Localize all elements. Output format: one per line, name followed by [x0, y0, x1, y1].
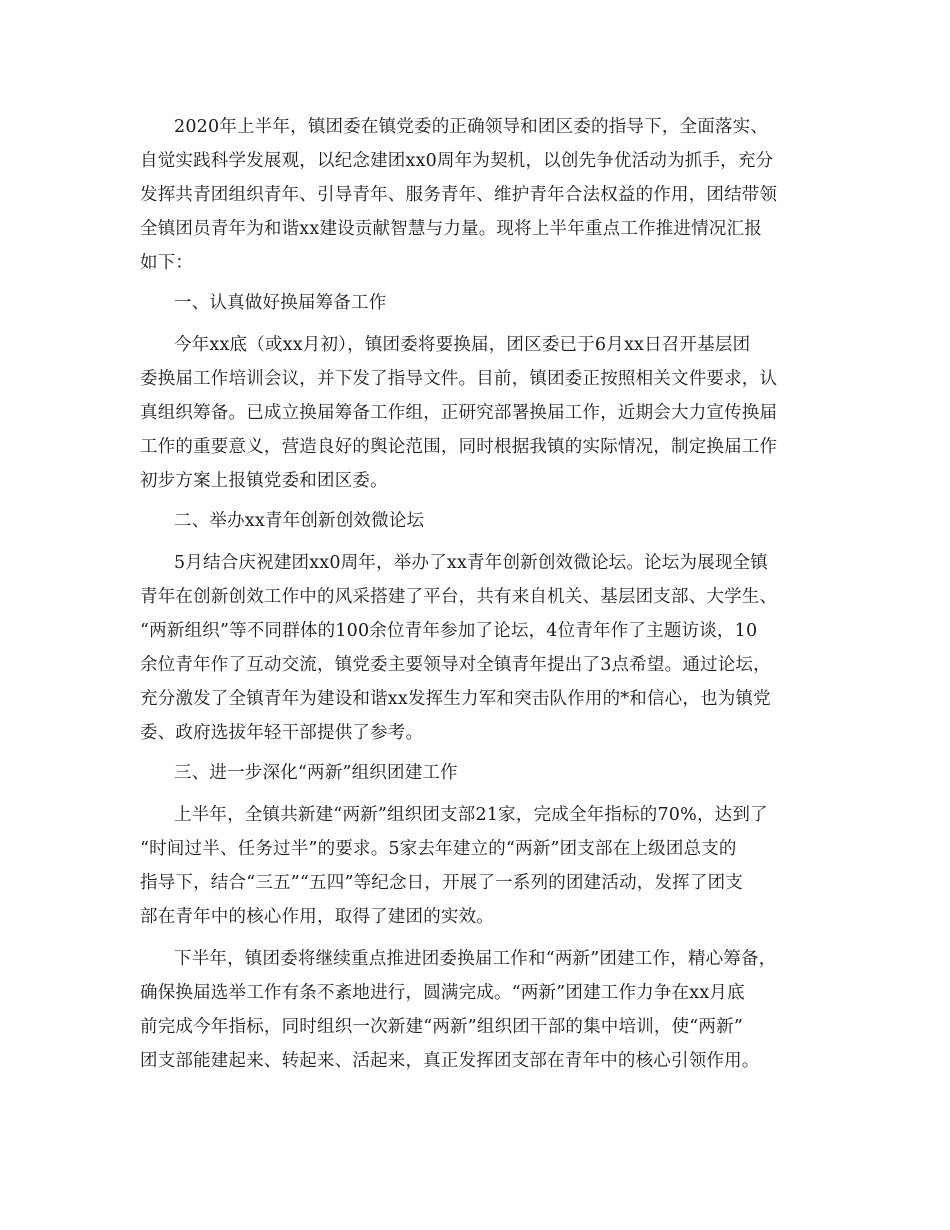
text-line: 工作的重要意义，营造良好的舆论范围，同时根据我镇的实际情况，制定换届工作	[140, 437, 778, 457]
text-line: 委换届工作培训会议，并下发了指导文件。目前，镇团委正按照相关文件要求，认	[140, 369, 778, 389]
text-line: 团支部能建起来、转起来、活起来，真正发挥团支部在青年中的核心引领作用。	[140, 1051, 760, 1071]
text-line: 委、政府选拔年轻干部提供了参考。	[140, 723, 424, 743]
text-line: “两新组织”等不同群体的100余位青年参加了论坛，4位青年作了主题访谈，10	[140, 621, 758, 641]
text-line: 余位青年作了互动交流，镇党委主要领导对全镇青年提出了3点希望。通过论坛，	[140, 655, 771, 675]
text-line: 一、认真做好换届筹备工作	[174, 293, 387, 313]
text-line: 二、举办xx青年创新创效微论坛	[174, 511, 425, 531]
text-line: 青年在创新创效工作中的风采搭建了平台，共有来自机关、基层团支部、大学生、	[140, 587, 778, 607]
text-line: 三、进一步深化“两新”组织团建工作	[174, 763, 458, 783]
text-line: 今年xx底（或xx月初），镇团委将要换届，团区委已于6月xx日召开基层团	[174, 335, 751, 355]
text-line: 充分激发了全镇青年为建设和谐xx发挥生力军和突击队作用的*和信心，也为镇党	[140, 689, 771, 709]
text-line: 下半年，镇团委将继续重点推进团委换届工作和“两新”团建工作，精心筹备，	[174, 949, 777, 969]
text-line: 指导下，结合“三五”“五四”等纪念日，开展了一系列的团建活动，发挥了团支	[140, 873, 743, 893]
text-line: 全镇团员青年为和谐xx建设贡献智慧与力量。现将上半年重点工作推进情况汇报	[140, 219, 762, 239]
text-line: “时间过半、任务过半”的要求。5家去年建立的“两新”团支部在上级团总支的	[140, 839, 737, 859]
text-line: 发挥共青团组织青年、引导青年、服务青年、维护青年合法权益的作用，团结带领	[140, 185, 778, 205]
text-line: 2020年上半年，镇团委在镇党委的正确领导和团区委的指导下，全面落实、	[174, 117, 769, 137]
text-line: 自觉实践科学发展观，以纪念建团xx0周年为契机，以创先争优活动为抓手，充分	[140, 151, 774, 171]
text-line: 前完成今年指标，同时组织一次新建“两新”组织团干部的集中培训，使“两新”	[140, 1017, 743, 1037]
text-line: 确保换届选举工作有条不紊地进行，圆满完成。“两新”团建工作力争在xx月底	[140, 983, 745, 1003]
text-line: 初步方案上报镇党委和团区委。	[140, 471, 388, 491]
text-line: 上半年，全镇共新建“两新”组织团支部21家，完成全年指标的70%，达到了	[174, 805, 768, 825]
text-line: 部在青年中的核心作用，取得了建团的实效。	[140, 907, 494, 927]
text-line: 真组织筹备。已成立换届筹备工作组，正研究部署换届工作，近期会大力宣传换届	[140, 403, 778, 423]
text-line: 5月结合庆祝建团xx0周年，举办了xx青年创新创效微论坛。论坛为展现全镇	[174, 553, 768, 573]
text-line: 如下：	[140, 253, 194, 273]
